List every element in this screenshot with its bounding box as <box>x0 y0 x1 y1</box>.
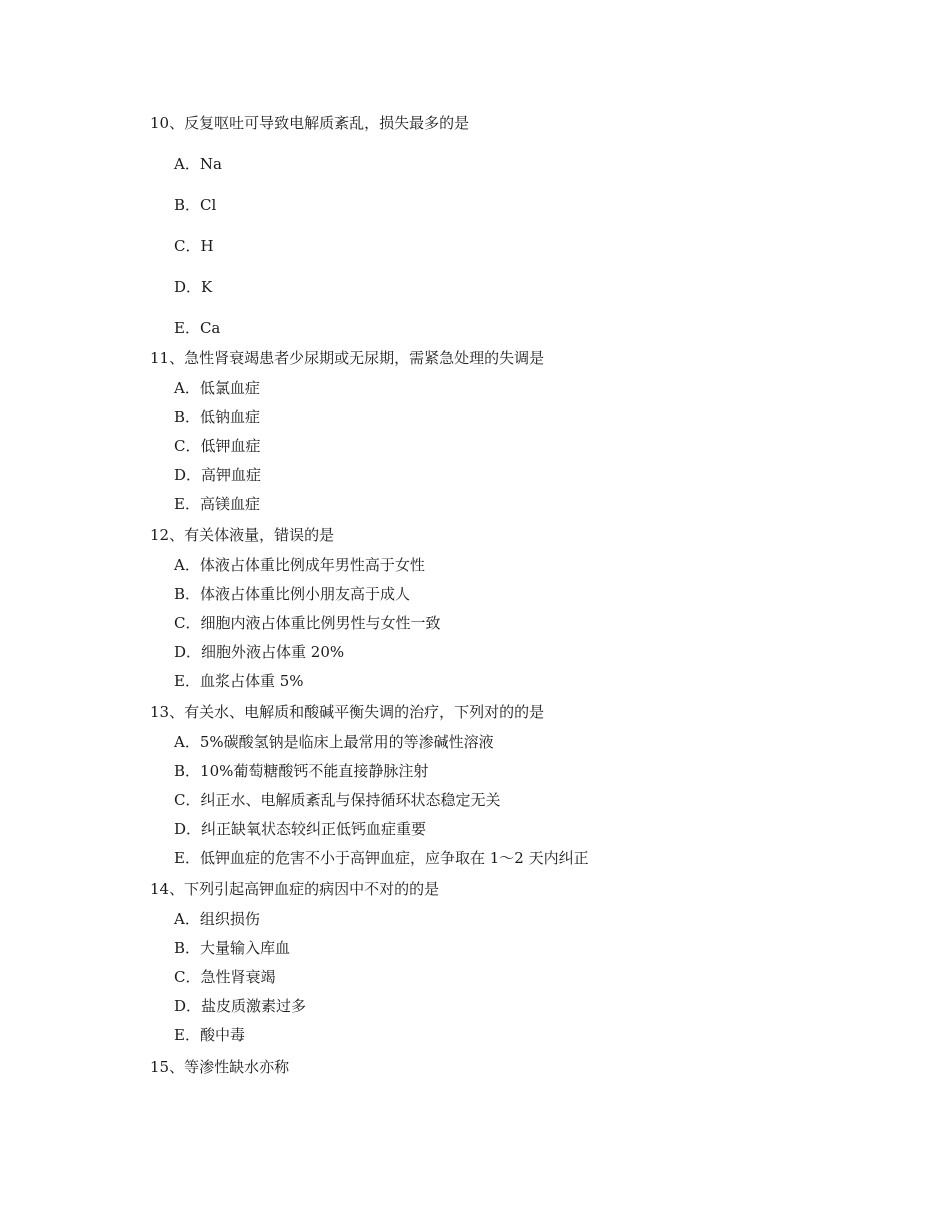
question-12-option-a: A．体液占体重比例成年男性高于女性 <box>174 556 425 574</box>
question-10-option-c: C．H <box>174 237 214 255</box>
question-14-option-c: C．急性肾衰竭 <box>174 968 276 986</box>
question-13-option-a: A．5%碳酸氢钠是临床上最常用的等渗碱性溶液 <box>174 733 494 751</box>
question-11-option-a: A．低氯血症 <box>174 379 260 397</box>
question-13-stem: 13、有关水、电解质和酸碱平衡失调的治疗，下列对的的是 <box>150 703 545 721</box>
question-10-option-a: A．Na <box>174 155 222 173</box>
question-11-option-e: E．高镁血症 <box>174 495 260 513</box>
question-12-stem: 12、有关体液量，错误的是 <box>150 526 335 544</box>
question-12-option-e: E．血浆占体重 5% <box>174 672 304 690</box>
question-12-option-d: D．细胞外液占体重 20% <box>174 643 345 661</box>
question-13-option-e: E．低钾血症的危害不小于高钾血症，应争取在 1～2 天内纠正 <box>174 849 589 867</box>
question-14-option-e: E．酸中毒 <box>174 1026 245 1044</box>
question-14-option-a: A．组织损伤 <box>174 910 260 928</box>
question-10-option-e: E．Ca <box>174 319 221 337</box>
question-11-option-b: B．低钠血症 <box>174 408 261 426</box>
question-10-stem: 10、反复呕吐可导致电解质紊乱，损失最多的是 <box>150 114 470 132</box>
question-14-option-b: B．大量输入库血 <box>174 939 291 957</box>
question-13-option-b: B．10%葡萄糖酸钙不能直接静脉注射 <box>174 762 429 780</box>
question-15-stem: 15、等渗性缺水亦称 <box>150 1058 290 1076</box>
question-10-option-d: D．K <box>174 278 213 296</box>
question-12-option-b: B．体液占体重比例小朋友高于成人 <box>174 585 411 603</box>
question-10-option-b: B．Cl <box>174 196 217 214</box>
question-12-option-c: C．细胞内液占体重比例男性与女性一致 <box>174 614 441 632</box>
question-11-option-c: C．低钾血症 <box>174 437 261 455</box>
question-14-option-d: D．盐皮质激素过多 <box>174 997 307 1015</box>
question-14-stem: 14、下列引起高钾血症的病因中不对的的是 <box>150 880 440 898</box>
question-11-option-d: D．高钾血症 <box>174 466 262 484</box>
question-13-option-d: D．纠正缺氧状态较纠正低钙血症重要 <box>174 820 427 838</box>
question-11-stem: 11、急性肾衰竭患者少尿期或无尿期，需紧急处理的失调是 <box>150 349 545 367</box>
question-13-option-c: C．纠正水、电解质紊乱与保持循环状态稳定无关 <box>174 791 501 809</box>
